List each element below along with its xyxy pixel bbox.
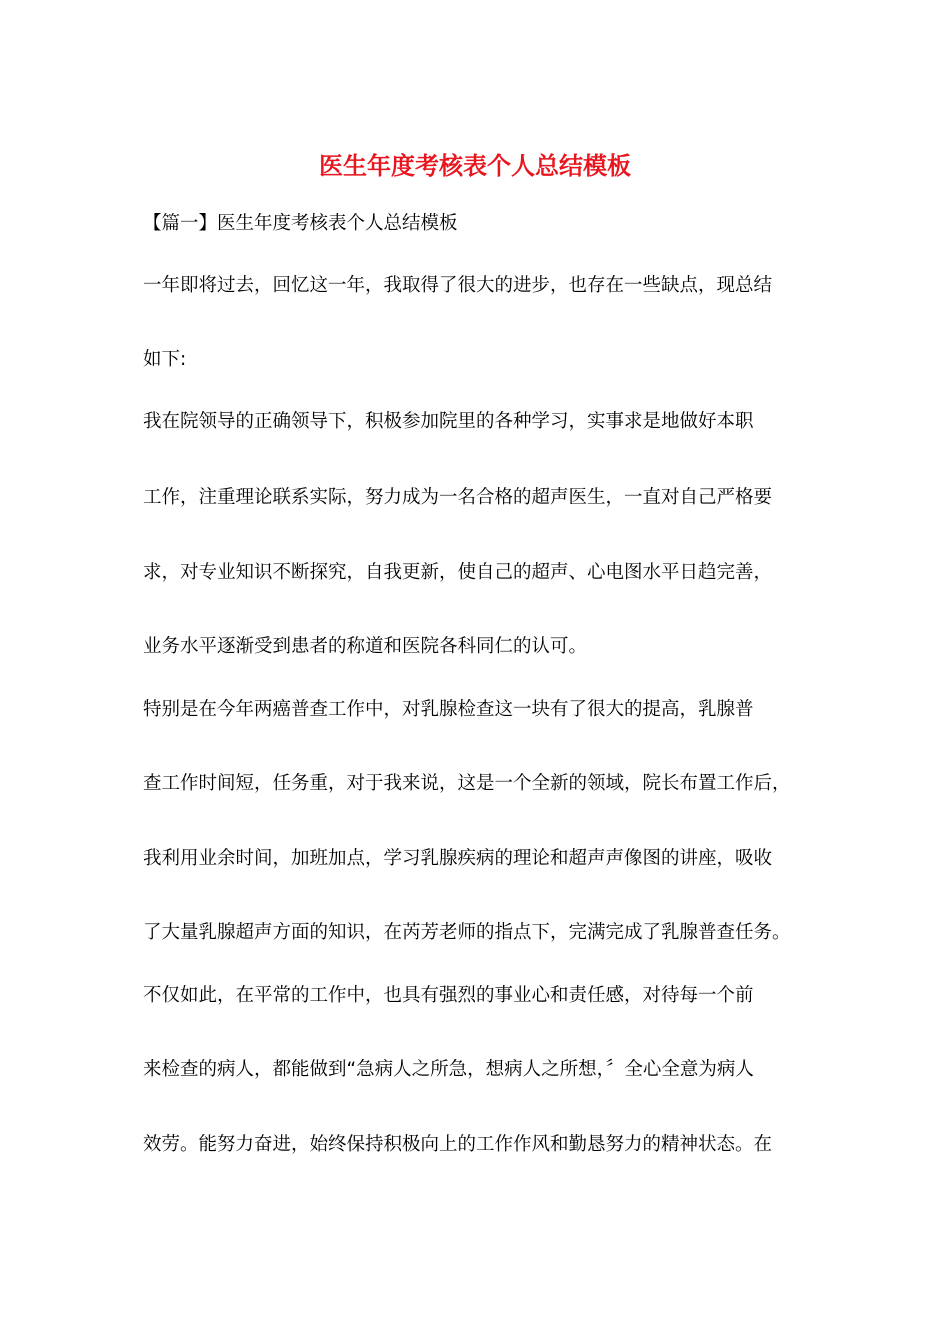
paragraph-line: 了大量乳腺超声方面的知识，在芮芳老师的指点下，完满完成了乳腺普查任务。 <box>143 922 791 943</box>
paragraph-line: 我在院领导的正确领导下，积极参加院里的各种学习，实事求是地做好本职 <box>143 411 754 432</box>
paragraph-line: 工作，注重理论联系实际，努力成为一名合格的超声医生，一直对自己严格要 <box>143 487 773 508</box>
paragraph-line: 我利用业余时间，加班加点，学习乳腺疾病的理论和超声声像图的讲座，吸收 <box>143 848 773 869</box>
paragraph-line: 查工作时间短，任务重，对于我来说，这是一个全新的领域，院长布置工作后， <box>143 773 791 794</box>
paragraph-line: 如下: <box>143 349 187 370</box>
paragraph-line: 一年即将过去，回忆这一年，我取得了很大的进步，也存在一些缺点，现总结 <box>143 275 773 296</box>
paragraph-line: 业务水平逐渐受到患者的称道和医院各科同仁的认可。 <box>143 636 588 657</box>
section-heading: 【篇一】医生年度考核表个人总结模板 <box>143 213 458 234</box>
paragraph-line: 来检查的病人，都能做到“急病人之所急，想病人之所想，〞全心全意为病人 <box>143 1059 754 1080</box>
paragraph-line: 不仅如此，在平常的工作中，也具有强烈的事业心和责任感，对待每一个前 <box>143 985 754 1006</box>
paragraph-line: 求，对专业知识不断探究，自我更新，使自己的超声、心电图水平日趋完善， <box>143 562 773 583</box>
paragraph-line: 特别是在今年两癌普查工作中，对乳腺检查这一块有了很大的提高，乳腺普 <box>143 699 754 720</box>
paragraph-line: 效劳。能努力奋进，始终保持积极向上的工作作风和勤恳努力的精神状态。在 <box>143 1134 773 1155</box>
document-title: 医生年度考核表个人总结模板 <box>319 151 631 180</box>
